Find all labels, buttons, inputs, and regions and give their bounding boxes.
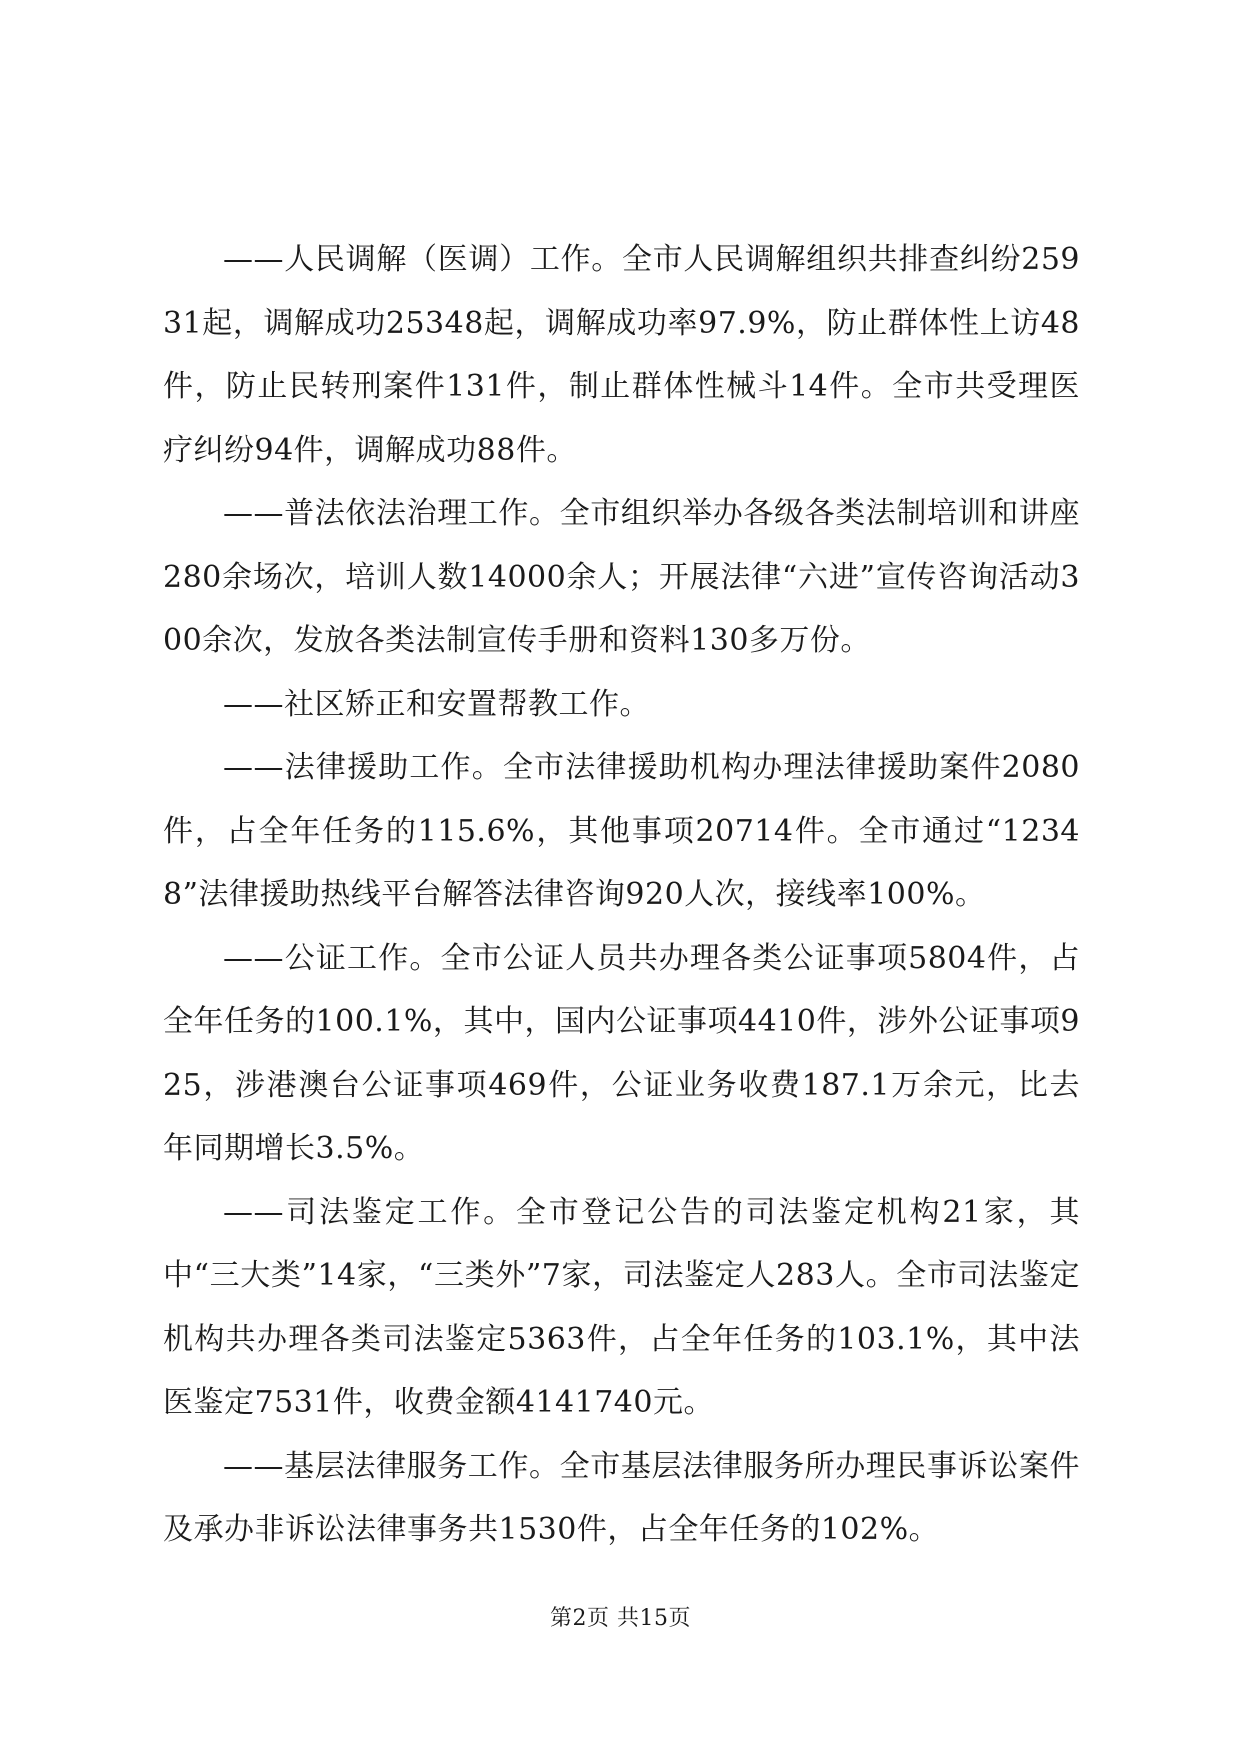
paragraph-mediation: ——人民调解（医调）工作。全市人民调解组织共排查纠纷25931起，调解成功25348起，调解成功率97.9%，防止群体性上访48件，防止民转刑案件131件，制止群体性械斗14件。全市共受理医疗纠纷94件，调解成功88件。 — [163, 242, 1080, 468]
paragraph-grassroots-legal-service: ——基层法律服务工作。全市基层法律服务所办理民事诉讼案件及承办非诉讼法律事务共1530件，占全年任务的102%。 — [163, 1448, 1080, 1547]
document-body — [163, 228, 1080, 1562]
paragraph-notarization: ——公证工作。全市公证人员共办理各类公证事项5804件，占全年任务的100.1%，其中，国内公证事项4410件，涉外公证事项925，涉港澳台公证事项469件，公证业务收费187.1万余元，比去年同期增长3.5%。 — [163, 940, 1080, 1166]
paragraph-law-education: ——普法依法治理工作。全市组织举办各级各类法制培训和讲座280余场次，培训人数14000余人；开展法律“六进”宣传咨询活动300余次，发放各类法制宣传手册和资料130多万份。 — [163, 496, 1080, 658]
paragraph-legal-aid: ——法律援助工作。全市法律援助机构办理法律援助案件2080件，占全年任务的115.6%，其他事项20714件。全市通过“12348”法律援助热线平台解答法律咨询920人次，接线率100%。 — [163, 750, 1080, 912]
paragraph-judicial-appraisal: ——司法鉴定工作。全市登记公告的司法鉴定机构21家，其中“三大类”14家，“三类外”7家，司法鉴定人283人。全市司法鉴定机构共办理各类司法鉴定5363件，占全年任务的103.1%，其中法医鉴定7531件，收费金额4141740元。 — [163, 1194, 1080, 1420]
page-number-footer: 第2页 共15页 — [550, 1606, 691, 1631]
paragraph-community-correction: ——社区矫正和安置帮教工作。 — [223, 686, 650, 722]
